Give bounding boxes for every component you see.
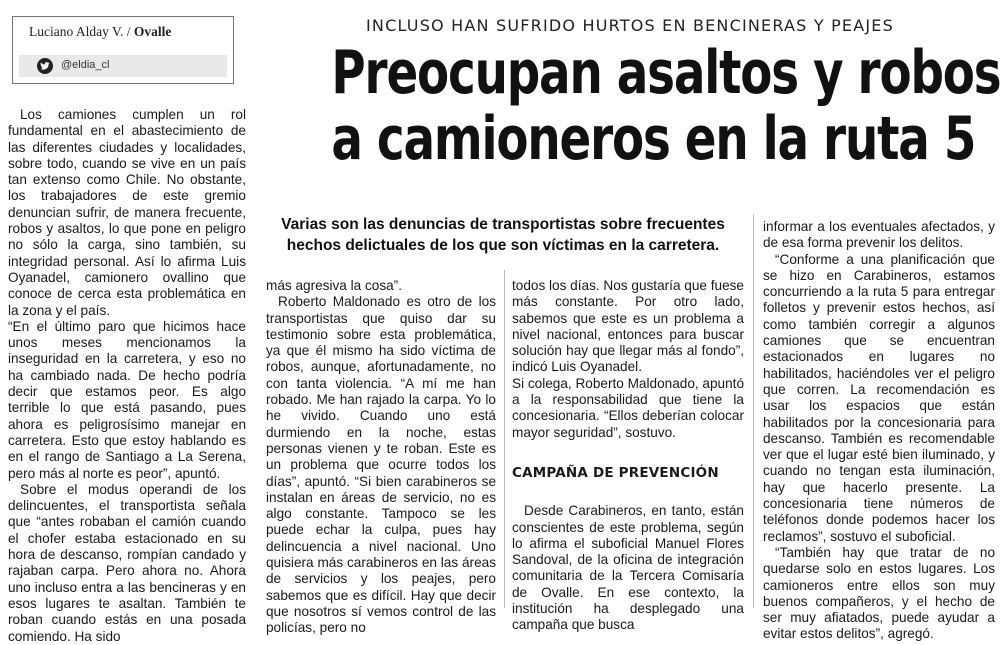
paragraph: Roberto Maldonado es otro de los transportistas que quiso dar su testimonio sobre esta problemática, ya que él mismo ha sido víctima de robos, aunque, afortunadamente, no con tanta violencia. “A mí me han robado. Me han rajado la carpa. Yo lo he vivido. Cuando uno está durmiendo en la noche, estas personas vienen y te roban. Este es un problema que ocurre todos los días”, apuntó. “Si bien carabineros se instalan en áreas de servicio, no es algo constante. Tampoco se les puede echar la culpa, pues hay delincuencia a nivel nacional. Uno quisiera más carabineros en las áreas de servicios y los peajes, pero sabemos que es difícil. Hay que decir que nosotros sí vemos control de las policías, pero no (266, 294, 496, 636)
deck: Varias son las denuncias de transportistas sobre frecuentes hechos delictuales de los que son víctimas en la carretera. (281, 216, 725, 254)
paragraph: más agresiva la cosa”. (266, 278, 402, 293)
paragraph: “Conforme a una planificación que se hizo en Carabineros, estamos concurriendo a la ruta 5 para entregar folletos y prevenir estos hechos, así como también corregir a algunos camiones que se encuentran estacionados en lugares no habilitados, haciéndoles ver el peligro que corren. La recomendación es usar los espacios que están habilitados por la concesionaria para descanso. También es recomendable ver que el lugar esté bien iluminado, y cuando no tengan esta iluminación, hay que hacerlo presente. La concesionaria tiene números de teléfonos donde podemos hacer los reclamos”, sostuvo el suboficial. (763, 251, 995, 544)
byline-city: Ovalle (133, 24, 172, 39)
paragraph: Si colega, Roberto Maldonado, apuntó a la responsabilidad que tiene la concesionaria. “Ellos deberían colocar mayor seguridad”, sostuvo. (512, 375, 745, 440)
headline-line-1: Preocupan asaltos y robos (331, 38, 1000, 108)
twitter-handle: @eldia_cl (61, 59, 110, 71)
paragraph: todos los días. Nos gustaría que fuese más constante. Por otro lado, sabemos que este es un problema a nivel nacional, entonces para buscar solución hay que llegar más al fondo”, indicó Luis Oyanadel. (512, 278, 744, 375)
article-column-2 (266, 278, 496, 637)
section-subhead: CAMPAÑA DE PREVENCIÓN (512, 464, 719, 481)
paragraph: “En el último paro que hicimos hace unos meses mencionamos la inseguridad en la carretera, y eso no ha cambiado nada. De hecho podría decir que estamos peor. Es algo terrible lo que está pasando, pues ahora es peligrosísimo manejar en carretera. Esto que estoy hablando es en el rango de Santiago a La Serena, pero más al norte es peor”, apuntó. (8, 318, 246, 481)
byline (29, 24, 171, 40)
byline-box (12, 16, 234, 84)
byline-separator: / (126, 24, 131, 39)
headline (331, 38, 1000, 174)
social-strip (19, 55, 227, 77)
article-column-3 (512, 278, 744, 634)
column-divider (753, 214, 754, 608)
kicker: INCLUSO HAN SUFRIDO HURTOS EN BENCINERAS Y PEAJES (366, 16, 894, 35)
twitter-bird-icon (37, 58, 53, 74)
paragraph: “También hay que tratar de no quedarse solo en estos lugares. Los camioneros entre ellos son muy buenos compañeros, y el hecho de ser muy afiatados, puede ayudar a evitar estos delitos”, agregó. (763, 544, 995, 642)
author-name: Luciano Alday V. (29, 24, 124, 39)
paragraph: Los camiones cumplen un rol fundamental en el abastecimiento de las diferentes ciudades y localidades, sobre todo, cuando se vive en un país tan extenso como Chile. No obstante, los trabajadores de este gremio denuncian sufrir, de manera frecuente, robos y asaltos, lo que pone en peligro no sólo la carga, sino también, su integridad personal. Así lo afirma Luis Oyanadel, camionero ovallino que conoce de cerca esta problemática en la zona y el país. (8, 107, 246, 318)
paragraph: Sobre el modus operandi de los delincuentes, el transportista señala que “antes robaban el camión cuando el chofer estaba estacionado en su hora de descanso, rompían candado y rajaban carpa. Pero ahora no. Ahora uno incluso entra a las bencineras y en esos lugares te asaltan. También te roban cuando estás en una posada comiendo. Ha sido (8, 481, 246, 644)
column-divider (504, 270, 505, 608)
headline-line-2: a camioneros en la ruta 5 (331, 104, 976, 174)
paragraph: informar a los eventuales afectados, y de esa forma prevenir los delitos. (763, 219, 995, 251)
paragraph: Desde Carabineros, en tanto, están conscientes de este problema, según lo afirma el suboficial Manuel Flores Sandoval, de la oficina de integración comunitaria de la Tercera Comisaría de Ovalle. En ese contexto, la institución ha desplegado una campaña que busca (512, 503, 744, 633)
article-column-4 (763, 219, 995, 643)
article-column-1 (8, 107, 246, 645)
